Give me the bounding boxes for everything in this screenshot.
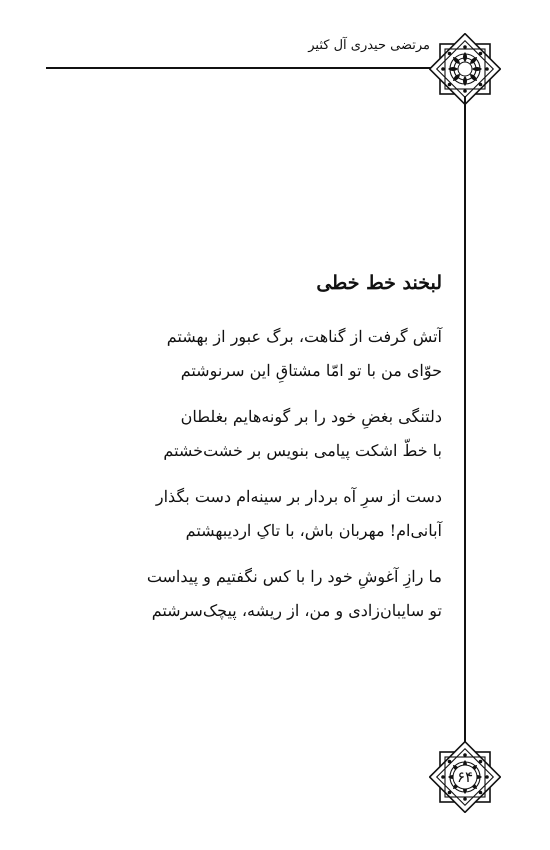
verse-line: حوّای من با تو امّا مشتاقِ این سرنوشتم xyxy=(180,361,442,380)
verse-line: تو سایبان‌زادی و من، از ریشه، پیچک‌سرشتم xyxy=(151,601,442,620)
verse-line: با خطّ اشکت پیامی بنویس بر خشت‌خشتم xyxy=(163,441,442,460)
poem xyxy=(112,270,442,648)
side-rule xyxy=(464,96,466,742)
header-rule xyxy=(46,67,438,69)
verse-line: آبانی‌ام! مهربان باش، با تاکِ اردیبهشتم xyxy=(185,521,442,540)
header-author: مرتضی حیدری آل کثیر xyxy=(308,38,430,53)
page-number: ۶۴ xyxy=(456,768,474,786)
rosette-ornament-top xyxy=(429,33,501,105)
verse-line: دلتنگی بغضِ خود را بر گونه‌هایم بغلطان xyxy=(180,407,442,426)
poem-title: لبخند خط خطی xyxy=(316,272,442,294)
verse-line: آتش گرفت از گناهت، برگ عبور از بهشتم xyxy=(166,327,442,346)
stanza xyxy=(112,408,442,460)
stanza xyxy=(112,488,442,540)
stanza xyxy=(112,568,442,620)
verse-line: ما رازِ آغوشِ خود را با کس نگفتیم و پیداست xyxy=(146,567,442,586)
verse-line: دست از سرِ آه بردار بر سینه‌ام دست بگذار xyxy=(155,487,442,506)
stanza xyxy=(112,328,442,380)
